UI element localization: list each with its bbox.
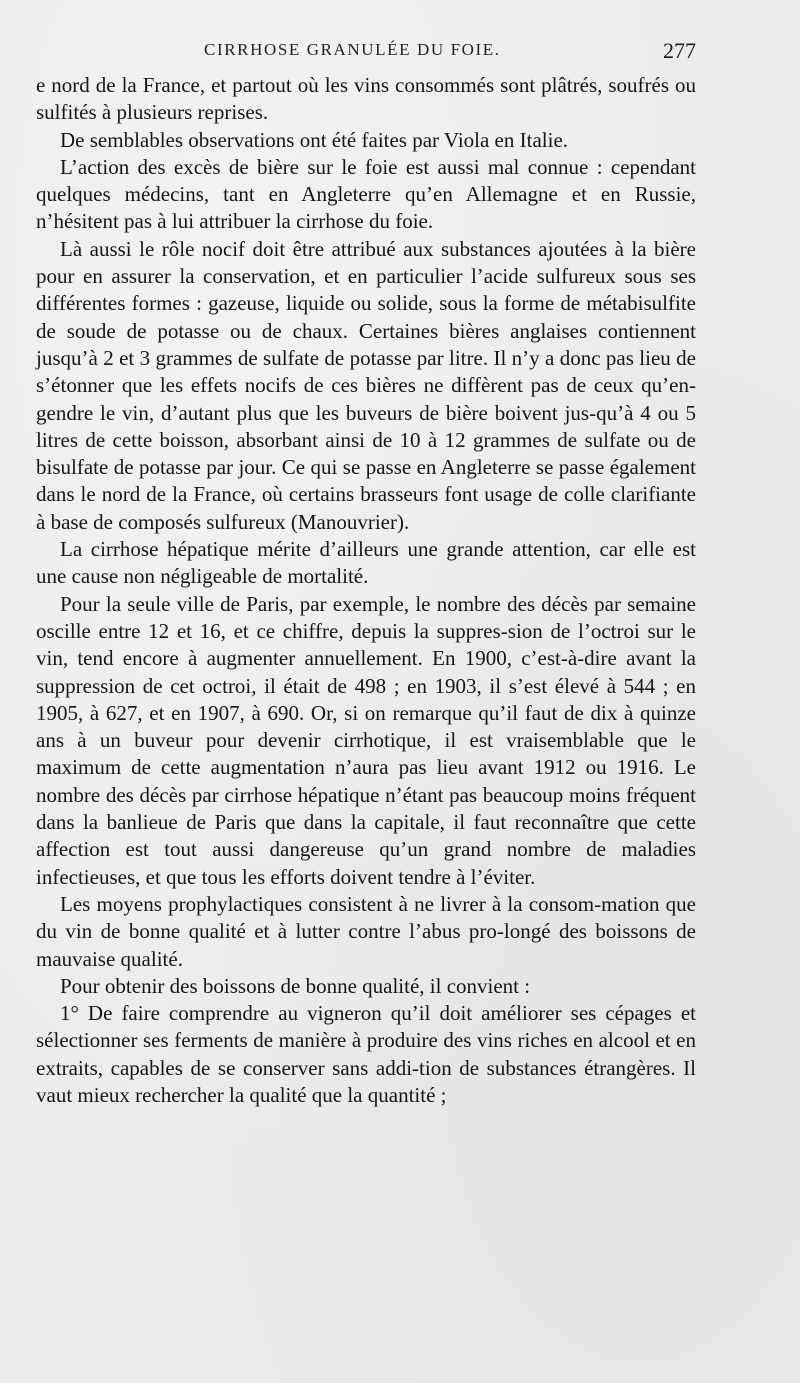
- paragraph-beer-additives: Là aussi le rôle nocif doit être attribué aux substances ajoutées à la bière pour en assurer la conservation, et en particulier l’acide sulfureux sous ses différentes formes : gazeuse, liquide ou solide, sous la forme de métabisulfite de soude de potasse ou de chaux. Certaines bières anglaises contiennent jusqu’à 2 et 3 grammes de sulfate de potasse par litre. Il n’y a donc pas lieu de s’étonner que les effets nocifs de ces bières ne diffèrent pas de ceux qu’en-gendre le vin, d’autant plus que les buveurs de bière boivent jus-qu’à 4 ou 5 litres de cette boisson, absorbant ainsi de 10 à 12 grammes de sulfate ou de bisulfate de potasse par jour. Ce qui se passe en Angleterre se passe également dans le nord de la France, où certains brasseurs font usage de colle clarifiante à base de composés sulfureux (Manouvrier).: [36, 236, 696, 534]
- paragraph-mortality: La cirrhose hépatique mérite d’ailleurs une grande attention, car elle est une cause non négligeable de mortalité.: [36, 537, 696, 589]
- page-number: 277: [663, 38, 696, 63]
- paragraph-prophylaxis: Les moyens prophylactiques consistent à ne livrer à la consom-mation que du vin de bonne qualité et à lutter contre l’abus pro-longé des boissons de mauvaise qualité.: [36, 891, 696, 971]
- page-header: [36, 38, 696, 68]
- paragraph-beer-excess: L’action des excès de bière sur le foie est aussi mal connue : cependant quelques médecins, tant en Angleterre qu’en Allemagne et en Russie, n’hésitent pas à lui attribuer la cirrhose du foie.: [36, 154, 696, 234]
- paragraph-paris-statistics: Pour la seule ville de Paris, par exemple, le nombre des décès par semaine oscille entre 12 et 16, et ce chiffre, depuis la suppres-sion de l’octroi sur le vin, tend encore à augmenter annuellement. En 1900, c’est-à-dire avant la suppression de cet octroi, il était de 498 ; en 1903, il s’est élevé à 544 ; en 1905, à 627, et en 1907, à 690. Or, si on remarque qu’il faut de dix à quinze ans à un buveur pour devenir cirrhotique, il est vraisemblable que le maximum de cette augmentation n’aura pas lieu avant 1912 ou 1916. Le nombre des décès par cirrhose hépatique n’étant pas beaucoup moins fréquent dans la banlieue de Paris que dans la capitale, il faut reconnaître que cette affection est tout aussi dangereuse qu’un grand nombre de maladies infectieuses, et que tous les efforts doivent tendre à l’éviter.: [36, 591, 696, 889]
- paragraph-good-quality: Pour obtenir des boissons de bonne qualité, il convient :: [60, 973, 531, 998]
- running-title: CIRRHOSE GRANULÉE DU FOIE.: [204, 40, 501, 59]
- body-text: [36, 72, 696, 1109]
- paragraph-continuation: e nord de la France, et partout où les vins consommés sont plâtrés, soufrés ou sulfités à plusieurs reprises.: [36, 73, 696, 125]
- paragraph-point-one: 1° De faire comprendre au vigneron qu’il doit améliorer ses cépages et sélectionner ses ferments de manière à produire des vins riches en alcool et en extraits, capables de se conserver sans addi-tion de substances étrangères. Il vaut mieux rechercher la qualité que la quantité ;: [36, 1001, 696, 1107]
- paragraph-viola: De semblables observations ont été faites par Viola en Italie.: [60, 127, 569, 152]
